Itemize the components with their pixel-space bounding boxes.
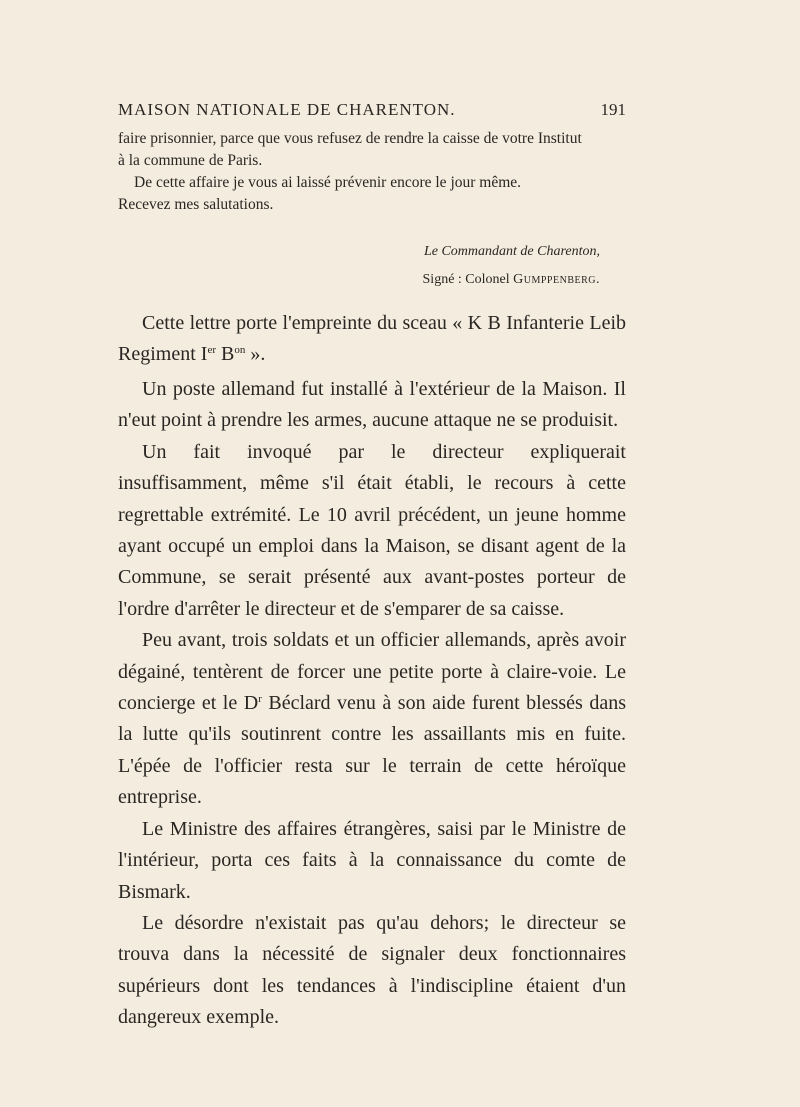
- signature-title: Le Commandant de Charenton,: [423, 244, 600, 259]
- letter-line: De cette affaire je vous ai laissé prévenir encore le jour même.: [134, 174, 522, 191]
- main-text: [118, 374, 626, 1034]
- page-number: 191: [600, 100, 626, 119]
- letter-excerpt: [118, 128, 626, 216]
- signature-prefix: Signé : Colonel: [422, 272, 514, 287]
- paragraph-part: Peu avant, trois soldats et un officier allemands, après avoir dégainé, tentèrent de forcer une petite porte à claire-voie. Le concierge et le D: [118, 629, 626, 715]
- paragraph-part: Béclard venu à son aide furent blessés dans la lutte qu'ils soutinrent contre les assaillants mis en fuite. L'épée de l'officier resta sur le terrain de cette héroïque entreprise.: [118, 692, 626, 809]
- header-title: MAISON NATIONALE DE CHARENTON.: [118, 100, 456, 119]
- paragraph: Un poste allemand fut installé à l'extérieur de la Maison. Il n'eut point à prendre les armes, aucune attaque ne se produisit.: [118, 378, 626, 432]
- paragraph: Le Ministre des affaires étrangères, saisi par le Ministre de l'intérieur, porta ces faits à la connaissance du comte de Bismark.: [118, 817, 626, 903]
- seal-mid: B: [215, 343, 235, 366]
- superscript: er: [207, 344, 216, 357]
- seal-paragraph: [118, 308, 626, 371]
- superscript: r: [258, 693, 262, 706]
- paragraph: Un fait invoqué par le directeur expliquerait insuffisamment, même s'il était établi, le recours à cette regrettable extrémité. Le 10 avril précédent, un jeune homme ayant occupé un emploi dans la Maison, se disant agent de la Commune, se serait présenté aux avant-postes porteur de l'ordre d'arrêter le directeur et de s'emparer de sa caisse.: [118, 440, 626, 620]
- seal-end: ».: [245, 343, 266, 366]
- signature: [423, 272, 600, 288]
- running-header: [118, 100, 626, 120]
- signature-name: Gumppenberg.: [513, 272, 600, 287]
- letter-line: à la commune de Paris.: [118, 152, 263, 169]
- letter-line: Recevez mes salutations.: [118, 196, 274, 213]
- superscript: on: [234, 344, 246, 357]
- letter-line: faire prisonnier, parce que vous refusez de rendre la caisse de votre Institut: [118, 130, 582, 147]
- seal-text: Cette lettre porte l'empreinte du sceau « K B Infanterie Leib Regiment I: [118, 312, 626, 366]
- paragraph: [118, 308, 626, 371]
- paragraph: Le désordre n'existait pas qu'au dehors; le directeur se trouva dans la nécessité de signaler deux fonctionnaires supérieurs dont les tendances à l'indiscipline étaient d'un dangereux exemple.: [118, 911, 626, 1029]
- paragraph: [118, 625, 626, 813]
